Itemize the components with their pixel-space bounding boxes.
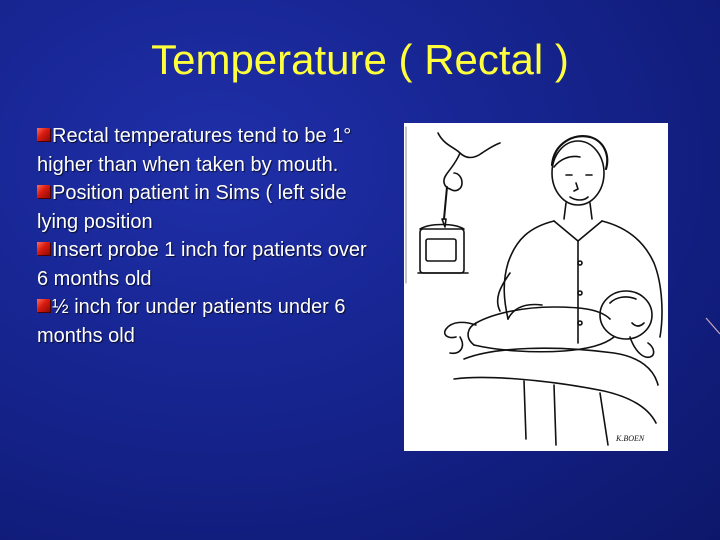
bullet-text: Position patient in Sims ( left side lying position	[37, 182, 347, 233]
bullet-item	[37, 122, 367, 179]
bullet-item	[37, 179, 367, 236]
bullet-square-icon	[37, 242, 50, 255]
baby-figure	[445, 291, 654, 357]
slide-title: Temperature ( Rectal )	[151, 36, 569, 83]
bullet-text: Insert probe 1 inch for patients over 6 months old	[37, 239, 367, 290]
bullet-text: ½ inch for under patients under 6 months old	[37, 296, 346, 347]
thermometer-jar-inset	[406, 127, 500, 283]
bullet-list	[37, 122, 367, 350]
bullet-square-icon	[37, 185, 50, 198]
bullet-item	[37, 293, 367, 350]
bullet-square-icon	[37, 128, 50, 141]
rectal-temperature-illustration	[404, 123, 668, 451]
bullet-item	[37, 236, 367, 293]
bullet-square-icon	[37, 299, 50, 312]
artist-signature: K.BOEN	[616, 434, 645, 443]
bullet-text: Rectal temperatures tend to be 1° higher than when taken by mouth.	[37, 125, 352, 176]
